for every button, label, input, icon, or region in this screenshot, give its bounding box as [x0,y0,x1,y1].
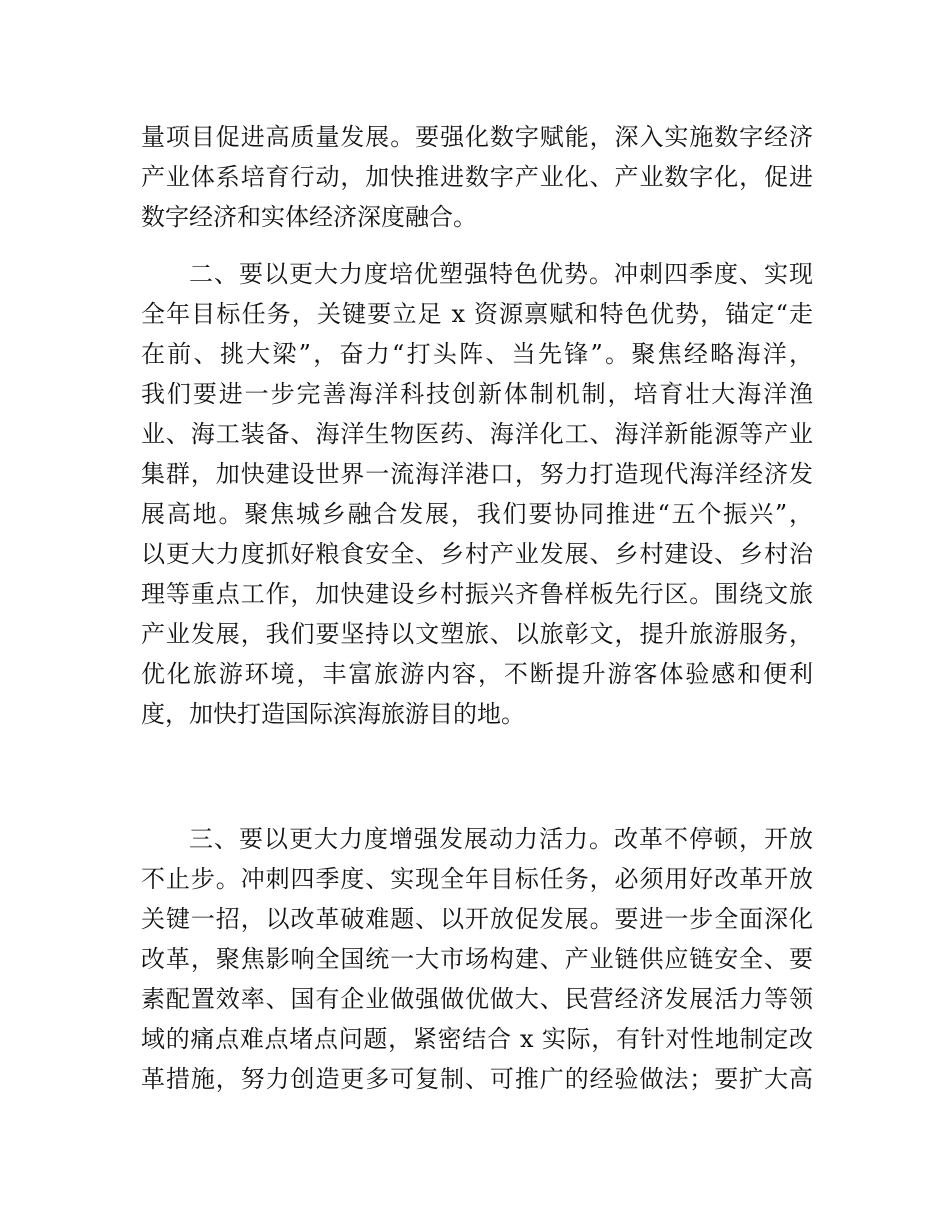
text-line: 展高地。聚焦城乡融合发展，我们要协同推进“五个振兴”， [141,500,813,528]
text-line: 产业发展，我们要坚持以文塑旅、以旅彰文，提升旅游服务， [141,620,813,648]
text-line: 我们要进一步完善海洋科技创新体制机制，培育壮大海洋渔 [141,380,813,408]
text-line: 不止步。冲刺四季度、实现全年目标任务，必须用好改革开放 [141,865,813,893]
text-line: 素配置效率、国有企业做强做优做大、民营经济发展活力等领 [141,985,813,1013]
paragraph-continuation [141,117,813,237]
text-line: 业、海工装备、海洋生物医药、海洋化工、海洋新能源等产业 [141,420,813,448]
text-line: 域的痛点难点堵点问题，紧密结合 x 实际，有针对性地制定改 [141,1025,813,1053]
text-line: 在前、挑大梁”，奋力“打头阵、当先锋”。聚焦经略海洋， [141,340,813,368]
text-line: 优化旅游环境，丰富旅游内容，不断提升游客体验感和便利 [141,660,813,688]
text-line: 理等重点工作，加快建设乡村振兴齐鲁样板先行区。围绕文旅 [141,580,813,608]
text-line: 度，加快打造国际滨海旅游目的地。 [141,700,525,728]
text-line: 数字经济和实体经济深度融合。 [141,203,477,231]
text-line: 革措施，努力创造更多可复制、可推广的经验做法；要扩大高 [141,1065,813,1093]
text-line: 以更大力度抓好粮食安全、乡村产业发展、乡村建设、乡村治 [141,540,813,568]
text-line: 改革，聚焦影响全国统一大市场构建、产业链供应链安全、要 [141,945,813,973]
text-line: 集群，加快建设世界一流海洋港口，努力打造现代海洋经济发 [141,460,813,488]
text-line: 产业体系培育行动，加快推进数字产业化、产业数字化，促进 [141,163,813,191]
text-line: 全年目标任务，关键要立足 x 资源禀赋和特色优势，锚定“走 [141,300,813,328]
paragraph-section-two [141,254,813,734]
text-line: 二、要以更大力度培优塑强特色优势。冲刺四季度、实现 [189,260,813,288]
text-line: 关键一招，以改革破难题、以开放促发展。要进一步全面深化 [141,905,813,933]
text-line: 三、要以更大力度增强发展动力活力。改革不停顿，开放 [189,825,813,853]
text-line: 量项目促进高质量发展。要强化数字赋能，深入实施数字经济 [141,123,813,151]
paragraph-section-three [141,819,813,1099]
